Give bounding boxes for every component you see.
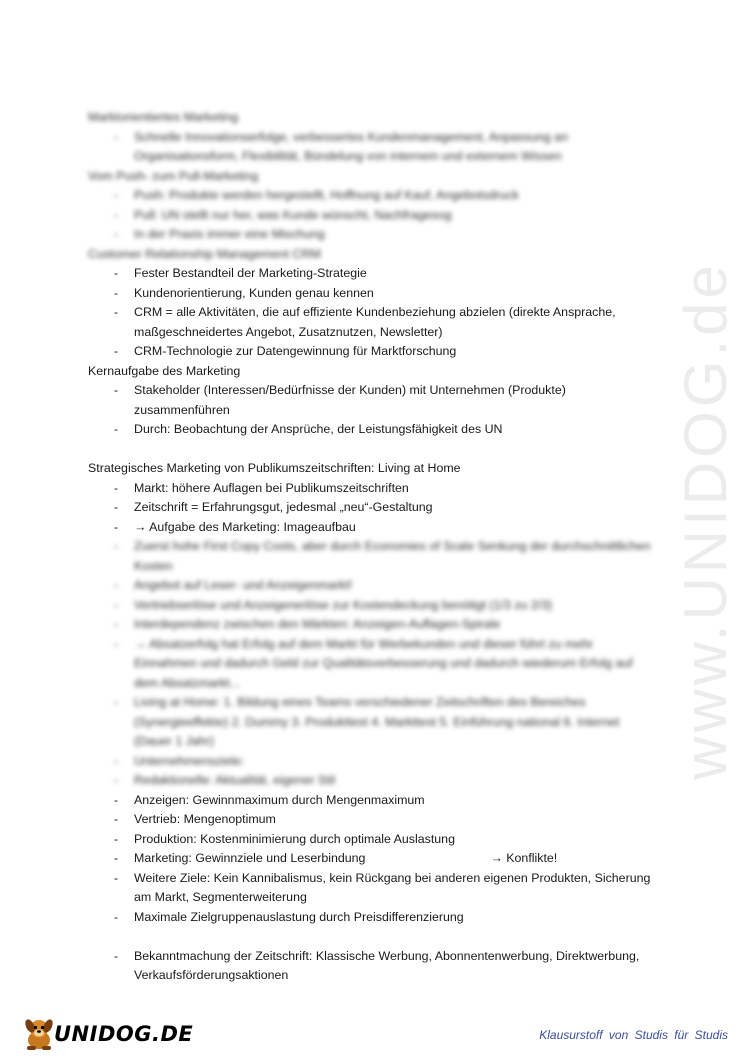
line-text: Vom Push- zum Pull-Marketing: [88, 168, 259, 183]
line-text: Strategisches Marketing von Publikumszeitschriften: Living at Home: [88, 461, 461, 475]
line-text: Zeitschrift = Erfahrungsgut, jedesmal „neu“-Gestaltung: [134, 500, 433, 514]
bullet-item: [88, 128, 668, 148]
line-text: Maximale Zielgruppenauslastung durch Preisdifferenzierung: [134, 909, 464, 924]
bullet-item: [88, 693, 668, 713]
bullet-continuation: [88, 732, 668, 752]
line-text: Schnelle Innovationserfolge, verbessertes Kundenmanagement, Anpassung an: [134, 129, 568, 144]
blank-line: [88, 440, 668, 460]
line-text: Redaktionelle: Aktualität, eigener Stil: [134, 773, 336, 787]
bullet-item: [88, 206, 668, 226]
line-text: maßgeschneidertes Angebot, Zusatznutzen, Newsletter): [134, 324, 443, 339]
document-body: [88, 108, 668, 986]
line-text: Vertrieb: Mengenoptimum: [134, 812, 276, 826]
line-text: Organisationsform, Flexibilität, Bündelung von internem und externem Wissen: [134, 149, 562, 163]
line-text: CRM-Technologie zur Datengewinnung für Marktforschung: [134, 344, 457, 358]
bullet-item: [88, 537, 668, 557]
line-text: Einnahmen und dadurch Geld zur Qualitätsverbesserung und dadurch wiederum Erfolg auf: [134, 656, 633, 670]
bullet-item: [88, 849, 668, 869]
bullet-item: [88, 420, 668, 440]
bullet-continuation: [88, 323, 668, 343]
line-text: Markt: höhere Auflagen bei Publikumszeitschriften: [134, 480, 409, 495]
line-text: Interdependenz zwischen den Märkten: Anzeigen-Auflagen-Spirale: [134, 617, 501, 631]
bullet-item: [88, 830, 668, 850]
line-text: → Absatzerfolg hat Erfolg auf dem Markt für Werbekunden und dieser führt zu mehr: [134, 636, 594, 651]
bullet-item: [88, 771, 668, 791]
line-text: am Markt, Segmenterweiterung: [134, 890, 307, 904]
dog-mascot-icon: [22, 1016, 56, 1052]
line-text: (Dauer 1 Jahr): [134, 734, 214, 748]
bullet-continuation: [88, 966, 668, 986]
section-heading: [88, 245, 668, 265]
line-text: Stakeholder (Interessen/Bedürfnisse der Kunden) mit Unternehmen (Produkte): [134, 383, 566, 397]
section-heading: [88, 459, 668, 479]
bullet-item: [88, 342, 668, 362]
bullet-item: [88, 752, 668, 772]
bullet-continuation: [88, 401, 668, 421]
line-text: Vertriebserlöse und Anzeigenerlöse zur Kostendeckung benötigt (1/3 zu 2/3): [134, 597, 553, 612]
bullet-continuation: [88, 147, 668, 167]
bullet-item: [88, 498, 668, 518]
line-text: Verkaufsförderungsaktionen: [134, 968, 289, 982]
bullet-item: [88, 810, 668, 830]
blank-line: [88, 927, 668, 947]
line-text: Pull: UN stellt nur her, was Kunde wünscht, Nachfragesog: [134, 207, 452, 222]
line-text: dem Absatzmarkt...: [134, 675, 241, 690]
line-text: Anzeigen: Gewinnmaximum durch Mengenmaximum: [134, 792, 425, 807]
line-text: Living at Home: 1. Bildung eines Teams verschiedener Zeitschriften des Bereiches: [134, 695, 586, 709]
line-text: Marktorientiertes Marketing: [88, 110, 239, 124]
line-text: CRM = alle Aktivitäten, die auf effiziente Kundenbeziehung abzielen (direkte Ansprache,: [134, 305, 616, 319]
bullet-item: [88, 264, 668, 284]
line-text: Customer Relationship Management CRM: [88, 246, 321, 261]
line-text: Zuerst hohe First Copy Costs, aber durch Economies of Scale Senkung der durchschnittlichen: [134, 539, 651, 553]
bullet-item: [88, 869, 668, 889]
line-text: zusammenführen: [134, 402, 230, 417]
footer-tagline: Klausurstoff von Studis für Studis: [539, 1028, 728, 1042]
line-text: Kosten: [134, 558, 173, 573]
bullet-item: [88, 791, 668, 811]
line-text: Unternehmensziele:: [134, 753, 245, 768]
bullet-item: [88, 518, 668, 538]
section-heading: [88, 108, 668, 128]
line-text: Kernaufgabe des Marketing: [88, 363, 241, 378]
bullet-item: [88, 284, 668, 304]
section-heading: [88, 362, 668, 382]
bullet-item: [88, 381, 668, 401]
bullet-item: [88, 908, 668, 928]
bullet-item: [88, 635, 668, 655]
bullet-item: [88, 615, 668, 635]
line-text: Durch: Beobachtung der Ansprüche, der Leistungsfähigkeit des UN: [134, 422, 503, 436]
site-logo[interactable]: [22, 1016, 193, 1052]
bullet-item: [88, 947, 668, 967]
bullet-item: [88, 479, 668, 499]
bullet-continuation: [88, 674, 668, 694]
logo-text: UNIDOG.DE: [54, 1022, 194, 1046]
watermark-text: www.UNIDOG.de: [671, 260, 739, 780]
bullet-item: [88, 186, 668, 206]
bullet-continuation: [88, 888, 668, 908]
line-text: (Synergieeffekte) 2. Dummy 3. Produkttest 4. Markttest 5. Einführung national 6. Internet: [134, 714, 620, 729]
conflict-note: → Konflikte!: [490, 851, 558, 865]
bullet-item: [88, 596, 668, 616]
line-text: Marketing: Gewinnziele und Leserbindung: [134, 851, 366, 865]
line-text: In der Praxis immer eine Mischung: [134, 227, 325, 241]
line-text: Bekanntmachung der Zeitschrift: Klassische Werbung, Abonnentenwerbung, Direktwerbung,: [134, 948, 640, 963]
line-text: Kundenorientierung, Kunden genau kennen: [134, 285, 374, 300]
line-text: Angebot auf Leser- und Anzeigenmarkt!: [134, 578, 353, 592]
line-text: Fester Bestandteil der Marketing-Strategie: [134, 266, 367, 280]
bullet-item: [88, 225, 668, 245]
bullet-item: [88, 576, 668, 596]
line-text: Push: Produkte werden hergestellt, Hoffnung auf Kauf, Angebotsdruck: [134, 188, 519, 202]
line-text: → Aufgabe des Marketing: Imageaufbau: [134, 519, 356, 534]
bullet-continuation: [88, 713, 668, 733]
line-text: Produktion: Kostenminimierung durch optimale Auslastung: [134, 831, 455, 846]
section-heading: [88, 167, 668, 187]
bullet-continuation: [88, 654, 668, 674]
bullet-item: [88, 303, 668, 323]
line-text: Weitere Ziele: Kein Kannibalismus, kein Rückgang bei anderen eigenen Produkten, Sicherung: [134, 870, 651, 885]
bullet-continuation: [88, 557, 668, 577]
